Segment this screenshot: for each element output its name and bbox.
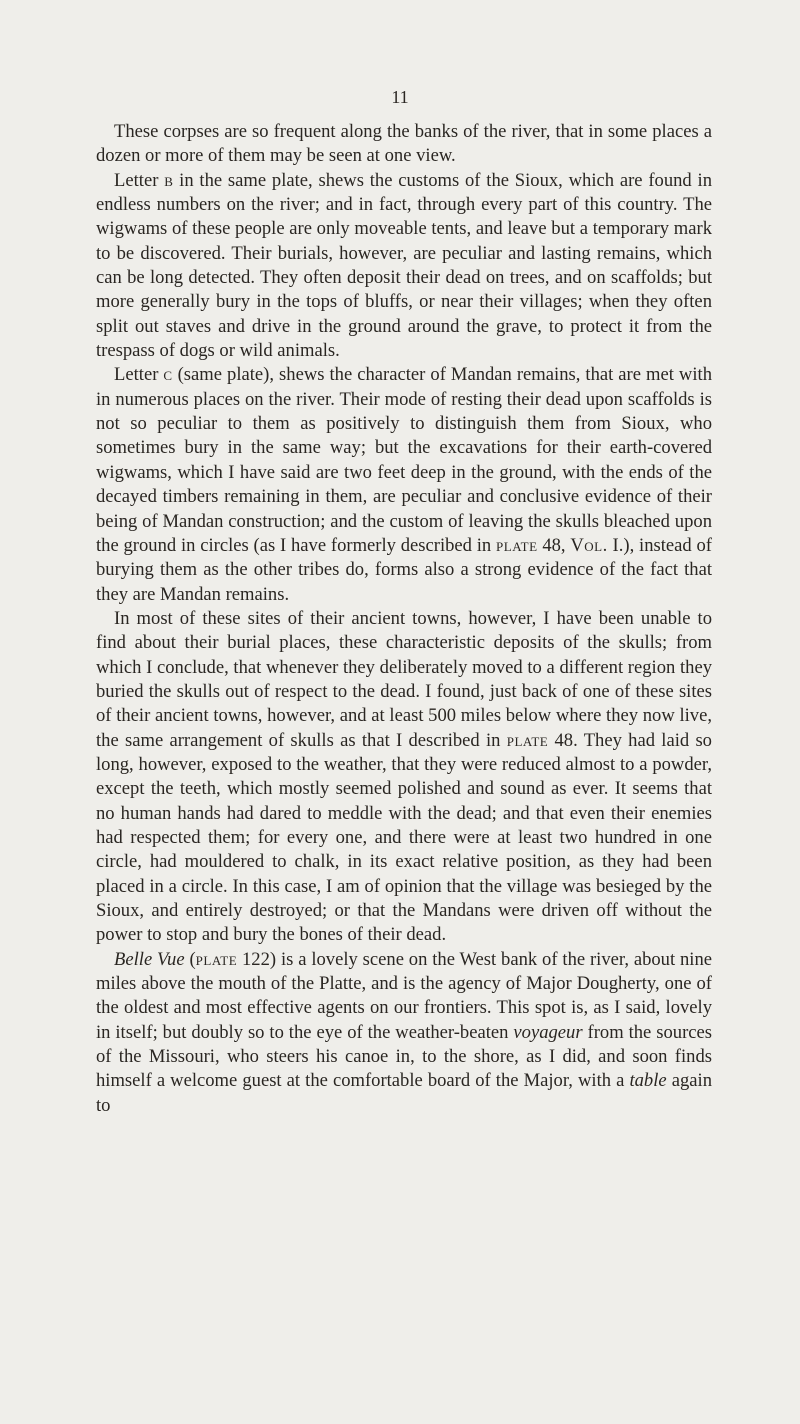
text-run: Letter	[114, 364, 164, 386]
page-number: 11	[391, 87, 409, 107]
text-run: 48. They had laid so long, however, exposed to the weather, that they were reduced almost to a powder, except the teeth, which mostly seemed polished and sound as ever. It seems that no human hands had dared to meddle with the dead; and that even their enemies had respected them; for every one, and there were at least two hundred in one circle, had mouldered to chalk, in its exact relative position, as they had been placed in a circle. In this case, I am of opinion that the village was besieged by the Sioux, and entirely destroyed; or that the Mandans were driven off without the power to stop and bury the bones of their dead.	[96, 729, 712, 946]
text-run: I.), instead of burying them as the other tribes do, forms also a strong evidence of the fact that they are Mandan remains.	[96, 534, 712, 605]
text-run: from the sources of the Missouri, who steers his canoe in, to the shore, as I did, and soon finds himself a welcome guest at the comfortable board of the Major, with a	[96, 1021, 712, 1092]
plate-reference: plate	[506, 729, 549, 751]
plate-reference: plate	[195, 948, 238, 970]
paragraph-3	[96, 363, 712, 606]
text-run: (same plate), shews the character of Mandan remains, that are met with in numerous places on the river. Their mode of resting their dead upon scaffolds is not so peculiar to them as positively to distinguish them from Sioux, who sometimes bury in the same way; but the excavations for their earth-covered wigwams, which I have said are two feet deep in the ground, with the ends of the decayed timbers remaining in them, are peculiar and conclusive evidence of their being of Mandan construction; and the custom of leaving the skulls bleached upon the ground in circles (as I have formerly described in	[96, 364, 712, 556]
paragraph-4	[96, 607, 712, 948]
text-run: in the same plate, shews the customs of the Sioux, which are found in endless numbers on the river; and in fact, through every part of this country. The wigwams of these people are only moveable tents, and leave but a temporary mark to be discovered. Their burials, however, are peculiar and lasting remains, which can be long detected. They often deposit their dead on trees, and on scaffolds; but more generally bury in the tops of bluffs, or near their villages; when they often split out staves and drive in the ground around the grave, to protect it from the trespass of dogs or wild animals.	[96, 169, 712, 362]
place-name: Belle Vue	[114, 948, 185, 970]
paragraph-1: These corpses are so frequent along the banks of the river, that in some places a dozen or more of them may be seen at one view.	[96, 121, 712, 167]
plate-letter: b	[164, 169, 174, 191]
plate-letter: c	[163, 364, 173, 386]
text-run: In most of these sites of their ancient towns, however, I have been unable to find about their burial places, these characteristic deposits of the skulls; from which I conclude, that whenever they deliberately moved to a different region they buried the skulls out of respect to the dead. I found, just back of one of these sites of their ancient towns, however, and at least 500 miles below where they now live, the same arrangement of skulls as that I described in	[96, 607, 712, 751]
italic-word: voyageur	[513, 1021, 583, 1043]
text-run: Letter	[114, 169, 165, 191]
volume-reference: Vol.	[570, 534, 608, 556]
text-run: again to	[96, 1070, 712, 1116]
text-run: (	[184, 948, 196, 970]
plate-reference: plate	[496, 534, 538, 556]
italic-word: table	[629, 1070, 667, 1092]
paragraph-5	[96, 948, 712, 1118]
body-text	[96, 120, 712, 1118]
text-run: 48,	[537, 534, 571, 556]
paragraph-2	[96, 169, 712, 364]
text-run: 122) is a lovely scene on the West bank of the river, about nine miles above the mouth of the Platte, and is the agency of Major Dougherty, one of the oldest and most effective agents on our frontiers. This spot is, as I said, lovely in itself; but doubly so to the eye of the weather-beaten	[96, 948, 713, 1043]
